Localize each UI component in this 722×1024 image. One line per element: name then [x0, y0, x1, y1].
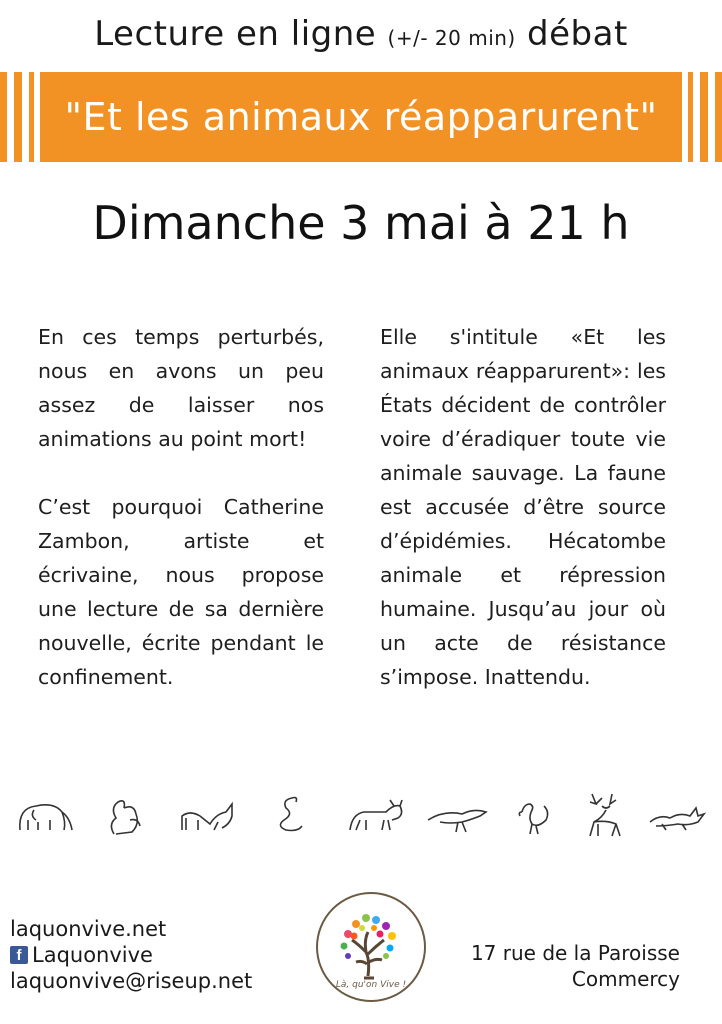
banner-stripe-left-3 [29, 72, 34, 162]
banner-stripe-left-2 [14, 72, 22, 162]
right-column [380, 320, 666, 728]
banner-stripe-left-1 [0, 72, 7, 162]
event-date: Dimanche 3 mai à 21 h [92, 196, 630, 250]
facebook-link[interactable]: Laquonvive [32, 943, 153, 967]
facebook-icon: f [10, 946, 28, 964]
rooster-icon [514, 790, 554, 840]
banner-title: "Et les animaux réapparurent" [40, 72, 682, 162]
address-block [440, 940, 680, 992]
address-street: 17 rue de la Paroisse [470, 941, 680, 965]
logo-text: Là, qu'on Vive ! [335, 980, 407, 990]
website-link-row [10, 916, 252, 942]
elephant-icon [14, 790, 76, 840]
cat-icon [176, 790, 238, 840]
squirrel-icon [104, 790, 148, 840]
left-paragraph-1: En ces temps perturbés, nous en avons un peu assez de laisser nos animations au point mort! [38, 325, 324, 451]
right-paragraph-1: Elle s'intitule «Et les animaux réapparurent»: les États décident de contrôler voire d’éradiquer toute vie animale sauvage. La faune est accusée d’être source d’épidémies. Hécatombe animale et répression humaine. Jusqu’au jour où un acte de résistance s’impose. Inattendu. [380, 325, 666, 689]
left-paragraph-2: C’est pourquoi Catherine Zambon, artiste et écrivaine, nous propose une lecture de sa dernière nouvelle, écrite pendant le confinement. [38, 495, 324, 689]
bull-icon [344, 790, 408, 840]
banner-stripe-right-3 [715, 72, 722, 162]
banner-stripe-right-1 [688, 72, 693, 162]
header-line [0, 14, 722, 54]
contact-block [10, 916, 252, 994]
association-logo [316, 892, 426, 1002]
fox-icon [646, 790, 708, 840]
address-city: Commercy [571, 967, 680, 991]
facebook-row [10, 942, 252, 968]
email-link[interactable]: laquonvive@riseup.net [10, 969, 253, 993]
header-duration: (+/- 20 min) [387, 26, 516, 50]
header-prefix: Lecture en ligne [94, 14, 377, 54]
animal-line-drawings [10, 790, 712, 844]
banner-stripe-right-2 [700, 72, 708, 162]
title-banner [0, 72, 722, 162]
bird-icon [422, 790, 494, 840]
snake-icon [272, 790, 312, 840]
left-column [38, 320, 324, 728]
email-row [10, 968, 252, 994]
deer-icon [582, 790, 634, 842]
website-link[interactable]: laquonvive.net [10, 917, 167, 941]
header-suffix: débat [527, 14, 628, 54]
